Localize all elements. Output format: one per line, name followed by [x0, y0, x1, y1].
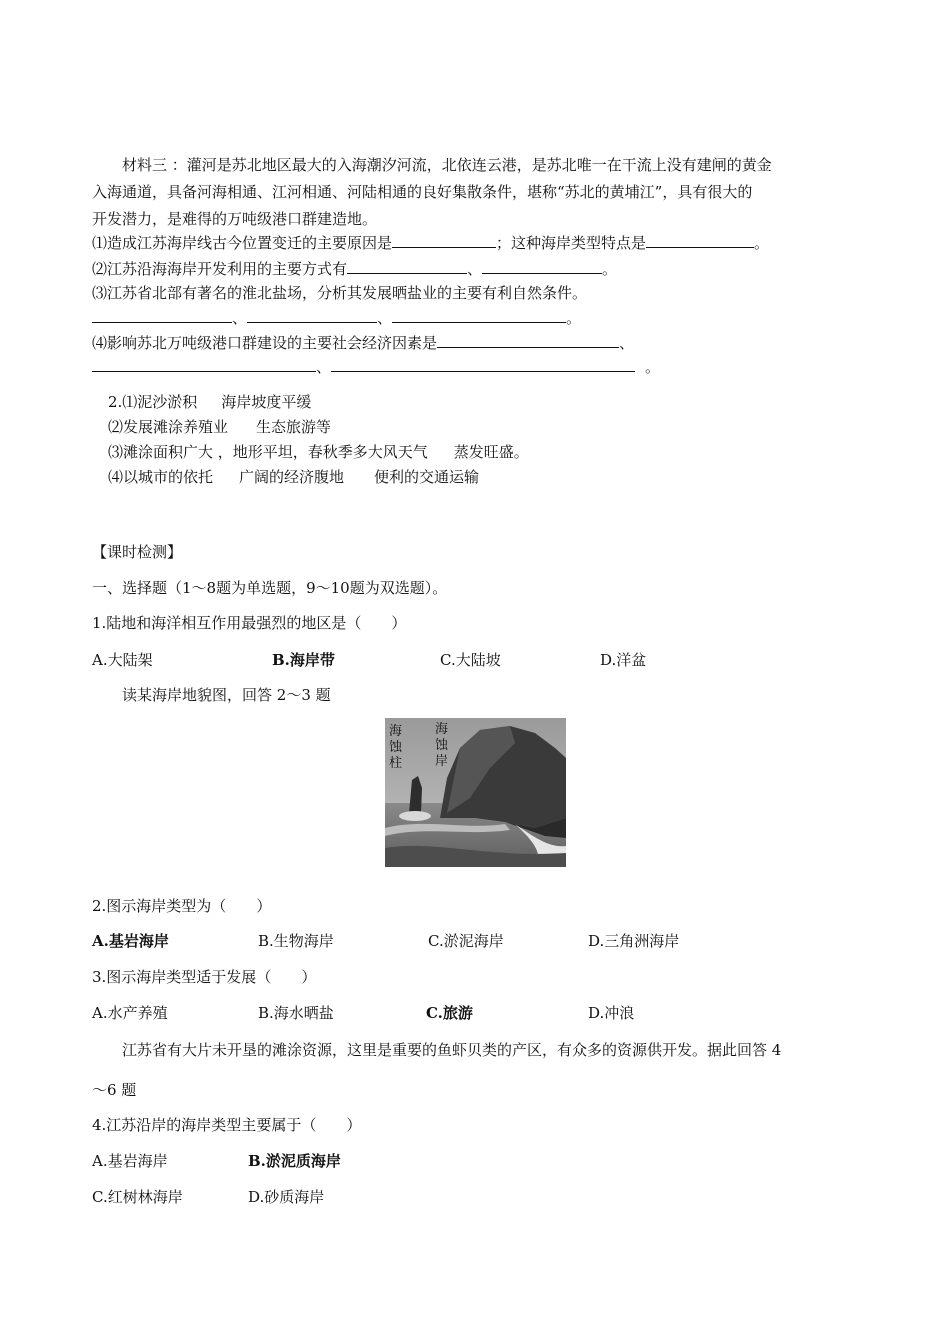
mcq-1-option-d[interactable]: D.洋盆	[600, 651, 647, 669]
mcq-3-option-c[interactable]: C.旅游	[426, 1004, 473, 1022]
answer-1: 2.⑴泥沙淤积 海岸坡度平缓	[108, 393, 312, 411]
answer-blank[interactable]	[92, 357, 316, 372]
reading-prompt: 读某海岸地貌图，回答 2～3 题	[122, 686, 331, 704]
mcq-1-option-b[interactable]: B.海岸带	[272, 651, 335, 669]
mcq-1-option-c[interactable]: C.大陆坡	[440, 651, 501, 669]
mcq-3-option-a[interactable]: A.水产养殖	[92, 1004, 168, 1022]
answer-blank[interactable]	[331, 357, 635, 372]
question-1: ⑴造成江苏海岸线古今位置变迁的主要原因是 ；这种海岸类型特点是 。	[92, 234, 770, 252]
answer-blank[interactable]	[646, 233, 754, 248]
answer-blank[interactable]	[392, 233, 496, 248]
answer-blank[interactable]	[247, 308, 377, 323]
question-2: ⑵江苏沿海海岸开发利用的主要方式有 、 。	[92, 260, 618, 278]
mcq-3-option-d[interactable]: D.冲浪	[588, 1004, 635, 1022]
mcq-3-option-b[interactable]: B.海水晒盐	[258, 1004, 334, 1022]
answer-blank[interactable]	[482, 259, 602, 274]
mcq-4-option-a[interactable]: A.基岩海岸	[92, 1152, 168, 1170]
section-title: 一、选择题（1～8题为单选题，9～10题为双选题）。	[92, 579, 448, 597]
jiangsu-prompt-line2: ～6 题	[92, 1081, 137, 1099]
mcq-2-option-d[interactable]: D.三角洲海岸	[588, 932, 680, 950]
answer-blank[interactable]	[392, 308, 566, 323]
material3-line3: 开发潜力，是难得的万吨级港口群建造地。	[92, 210, 378, 228]
mcq-4-option-d[interactable]: D.砂质海岸	[248, 1188, 325, 1206]
question-3-blanks: 、 、 。	[92, 308, 581, 328]
answer-blank[interactable]	[437, 333, 619, 348]
material3-line2: 入海通道，具备河海相通、江河相通、河陆相通的良好集散条件，堪称“苏北的黄埔江”，具有很大的	[92, 183, 753, 201]
answer-blank[interactable]	[92, 308, 232, 323]
answer-4: ⑷以城市的依托 广阔的经济腹地 便利的交通运输	[108, 468, 480, 486]
answer-blank[interactable]	[347, 259, 467, 274]
mcq-2-option-a[interactable]: A.基岩海岸	[92, 932, 169, 950]
question-3: ⑶江苏省北部有著名的淮北盐场，分析其发展晒盐业的主要有利自然条件。	[92, 284, 588, 302]
mcq-3-stem: 3.图示海岸类型适于发展（ ）	[92, 968, 317, 986]
mcq-2-option-c[interactable]: C.淤泥海岸	[428, 932, 504, 950]
coast-photo-svg	[385, 718, 566, 867]
photo-label-sea-stack: 海蚀柱	[389, 724, 403, 771]
photo-label-sea-cliff: 海蚀岸	[435, 722, 449, 769]
material3-line1: 材料三 ：灌河是苏北地区最大的入海潮汐河流，北依连云港，是苏北唯一在干流上没有建闸的黄金	[122, 156, 772, 174]
mcq-1-stem: 1.陆地和海洋相互作用最强烈的地区是（ ）	[92, 614, 407, 632]
answer-2: ⑵发展滩涂养殖业 生态旅游等	[108, 418, 332, 436]
mcq-4-stem: 4.江苏沿岸的海岸类型主要属于（ ）	[92, 1116, 362, 1134]
mcq-2-option-b[interactable]: B.生物海岸	[258, 932, 334, 950]
mcq-2-stem: 2.图示海岸类型为（ ）	[92, 897, 272, 915]
question-4: ⑷影响苏北万吨级港口群建设的主要社会经济因素是 、	[92, 334, 635, 352]
question-4-blanks: 、 。	[92, 357, 660, 377]
section-heading: 【课时检测】	[92, 543, 183, 561]
mcq-4-option-c[interactable]: C.红树林海岸	[92, 1188, 183, 1206]
mcq-4-option-b[interactable]: B.淤泥质海岸	[248, 1152, 341, 1170]
jiangsu-prompt-line1: 江苏省有大片未开垦的滩涂资源，这里是重要的鱼虾贝类的产区，有众多的资源供开发。据此回答 4	[122, 1041, 782, 1059]
mcq-1-option-a[interactable]: A.大陆架	[92, 651, 153, 669]
coast-landform-photo	[385, 718, 566, 867]
answer-3: ⑶滩涂面积广大 ，地形平坦，春秋季多大风天气 蒸发旺盛。	[108, 443, 529, 461]
